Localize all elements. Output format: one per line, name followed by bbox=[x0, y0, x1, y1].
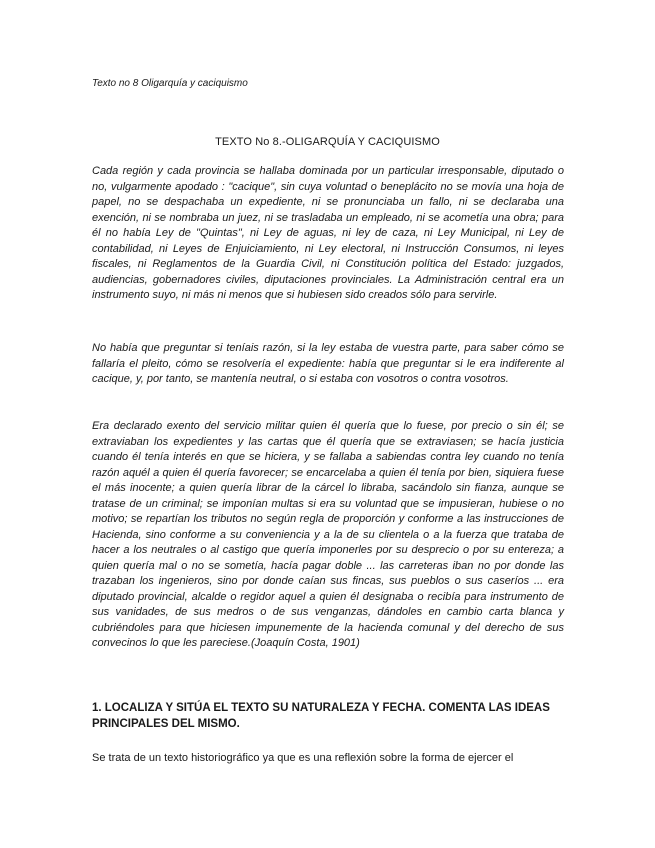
document-title: TEXTO No 8.-OLIGARQUÍA Y CACIQUISMO bbox=[215, 136, 440, 148]
quote-paragraph-2: No había que preguntar si teníais razón, si la ley estaba de vuestra parte, para saber cómo se fallaría el pleito, cómo se resolvería el expediente: había que preguntar si le era indiferente al cacique, y, por tanto, se mantenía neutral, o si estaba con vosotros o contra vosotros. bbox=[92, 342, 564, 385]
running-head: Texto no 8 Oligarquía y caciquismo bbox=[92, 78, 248, 89]
section-heading: 1. LOCALIZA Y SITÚA EL TEXTO SU NATURALEZA Y FECHA. COMENTA LAS IDEAS PRINCIPALES DEL MISMO. bbox=[92, 702, 550, 730]
quote-paragraph-3: Era declarado exento del servicio militar quien él quería que lo fuese, por precio o sin él; se extraviaban los expedientes y las cartas que él quería que se extraviasen; se hacía justicia cuando él tenía interés en que se hiciera, y se fallaba a sabiendas contra ley cuando no tenía razón aquél a quien él quería favorecer; se encarcelaba a quien él tenía por bien, siquiera fuese el más inocente; a quien quería librar de la cárcel lo libraba, sacándolo sin fianza, aunque se tratase de un criminal; se imponían multas si era su voluntad que se impusieran, hubiese o no motivo; se repartían los tributos no según regla de proporción y conforme a las instrucciones de Hacienda, sino conforme a su conveniencia y a la de su clientela o a la fuerza que trataba de hacer a los neutrales o al castigo que quería imponerles por su desprecio o por su entereza; a quien quería mal o no se sometía, hacía pagar doble ... las carreteras iban no por donde las trazaban los ingenieros, sino por donde caían sus fincas, sus pueblos o sus caseríos ... era diputado provincial, alcalde o regidor aquel a quien él designaba o recibía para instrumento de sus vanidades, de sus medros o de sus venganzas, dándoles en cambio carta blanca y cubriéndoles para que hiciesen impunemente de la hacienda comunal y del derecho de sus convecinos lo que les pareciese.(Joaquín Costa, 1901) bbox=[92, 420, 564, 649]
answer-paragraph: Se trata de un texto historiográfico ya que es una reflexión sobre la forma de ejercer el bbox=[92, 752, 514, 764]
quote-paragraph-1: Cada región y cada provincia se hallaba dominada por un particular irresponsable, diputado o no, vulgarmente apodado : "cacique", sin cuya voluntad o beneplácito no se movía una hoja de papel, no se despachaba un expediente, ni se pronunciaba un fallo, ni se declaraba una exención, ni se nombraba un juez, ni se trasladaba un empleado, ni se acometía una obra; para él no había Ley de "Quintas", ni Ley de aguas, ni ley de caza, ni Ley Municipal, ni Ley de contabilidad, ni Leyes de Enjuiciamiento, ni Ley electoral, ni Instrucción Consumos, ni leyes fiscales, ni Reglamentos de la Guardia Civil, ni Constitución política del Estado: juzgados, audiencias, gobernadores civiles, diputaciones provinciales. La Administración central era un instrumento suyo, ni más ni menos que si hubiesen sido creados sólo para servirle. bbox=[92, 165, 564, 301]
